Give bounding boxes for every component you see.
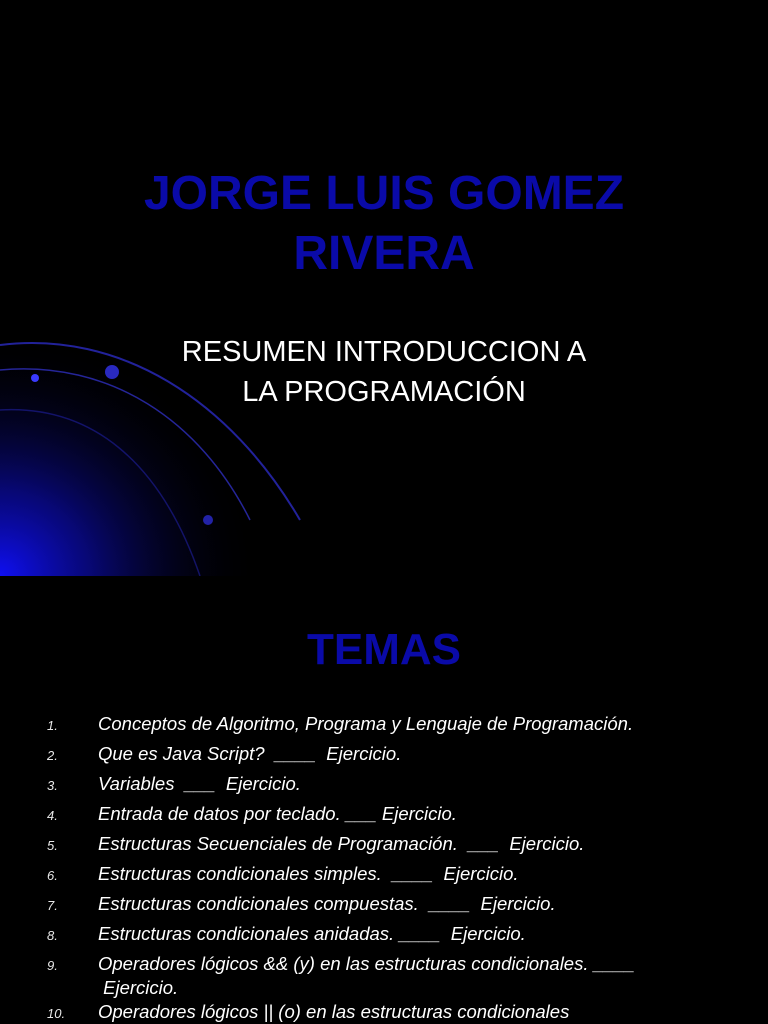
topic-text: Variables ___ Ejercicio.: [98, 773, 301, 794]
topic-text: Estructuras Secuenciales de Programación. ___ Ejercicio.: [98, 833, 585, 854]
subtitle-line2: LA PROGRAMACIÓN: [242, 376, 526, 408]
topic-text: Estructuras condicionales anidadas. ____ Ejercicio.: [98, 923, 526, 944]
list-item: [0, 952, 768, 1000]
subtitle-line1: RESUMEN INTRODUCCION A: [181, 336, 587, 368]
topic-text: Estructuras condicionales compuestas. ____ Ejercicio.: [98, 893, 556, 914]
list-number: 9.: [47, 958, 58, 973]
presenter-name-line2: RIVERA: [293, 227, 475, 280]
list-number: 10.: [47, 1006, 66, 1021]
list-item: [0, 802, 768, 832]
presenter-name-line1: JORGE LUIS GOMEZ: [143, 167, 625, 220]
list-number: 6.: [47, 868, 58, 883]
topic-text: Estructuras condicionales simples. ____ Ejercicio.: [98, 863, 519, 884]
list-item: [0, 772, 768, 802]
topics-list: [0, 712, 768, 1024]
list-item: [0, 832, 768, 862]
list-number: 2.: [47, 748, 58, 763]
list-item: [0, 862, 768, 892]
list-item: [0, 712, 768, 742]
list-number: 1.: [47, 718, 58, 733]
list-item: [0, 742, 768, 772]
topic-text: Operadores lógicos || (o) en las estructuras condicionales: [98, 1001, 570, 1022]
list-number: 5.: [47, 838, 58, 853]
topic-text: Operadores lógicos && (y) en las estructuras condicionales. ____ Ejercicio.: [98, 953, 635, 998]
list-number: 8.: [47, 928, 58, 943]
list-number: 3.: [47, 778, 58, 793]
list-item: [0, 1000, 768, 1024]
list-number: 7.: [47, 898, 58, 913]
topic-text: Entrada de datos por teclado. ___ Ejercicio.: [98, 803, 457, 824]
topic-text: Conceptos de Algoritmo, Programa y Lenguaje de Programación.: [98, 713, 634, 734]
list-item: [0, 922, 768, 952]
topics-heading: TEMAS: [307, 625, 461, 674]
topics-slide: [0, 576, 768, 1024]
list-item: [0, 892, 768, 922]
list-number: 4.: [47, 808, 58, 823]
topic-text: Que es Java Script? ____ Ejercicio.: [98, 743, 402, 764]
